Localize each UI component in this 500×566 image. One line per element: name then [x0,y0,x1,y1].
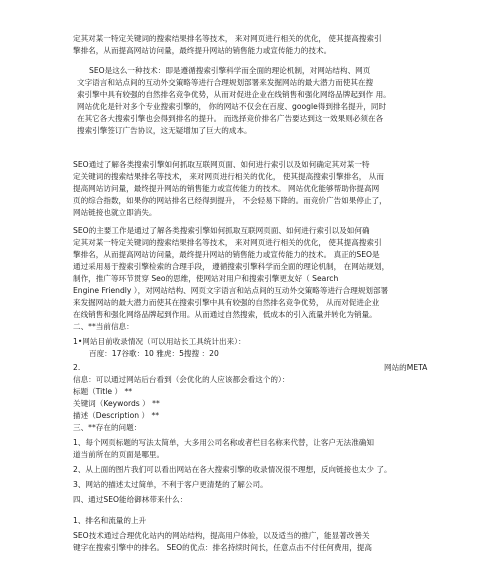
document-text-line: 关键词（Keywords ） ** [73,399,160,408]
document-text-line: 擎排名，从而提高网站访问量，最终提升网站的销售能力或宣传能力的技术。 [73,46,332,55]
document-text-line: 2. [73,363,81,372]
document-text-line: 1•网站目前收录情况（可以用站长工具统计出来）： [73,337,246,346]
document-text-line: 描述（Description ） ** [73,411,160,420]
document-text-line: 在线销售和强化网络品牌起到作用。从而通过自然搜索，低成本的引入流量并转化为销量。 [73,310,377,319]
document-text-line: 网站链接也就立即消失。 [73,208,157,217]
document-text-line: 定其对某一特定关键词的搜索结果排名等技术， 来对网页进行相关的优化， 使其提高搜索引 [73,238,382,247]
document-text-line: 通过采用易于搜索引擎检索的合理手段， 遵循搜索引擎科学而全面的理论机制， 在网站规划， [73,262,390,271]
document-text-line: 擎排名，从而提高网站访问量，最终提升网站的销售能力或宣传能力的技术。 真正的SEO是 [73,250,380,259]
document-text-line: 在其它各大搜索引擎也会得到排名的提升。 而选择竞价排名广告要达到这一效果则必须在各 [77,114,384,123]
document-text-line: 制作，推广等环节贯穿 Seo的思维，使网站对用户和搜索引擎更友好（ Search [73,274,339,283]
document-text-line: SEO是这么一种技术：即是遵循搜索引擎科学而全面的理论机制，对网站结构、网页 [89,66,371,75]
document-text-line: 来发掘网站的最大潜力而使其在搜索引擎中具有较强的自然排名竞争优势， 从而对促进企业 [73,298,380,307]
document-text-line: Engine Friendly ），对网站结构、网页文字语言和站点间的互动外交策略等进行合理规划部署 [73,286,389,295]
document-text-line: SEO通过了解各类搜索引擎如何抓取互联网页面、如何进行索引以及如何确定其对某一特 [73,160,370,169]
document-text-line: 信息：可以通过网站后台看到（会优化的人应该都会看这个的）： [73,375,290,384]
document-text-line: 3、网站的描述太过简单，不利于客户更清楚的了解公司。 [73,480,268,489]
document-text-line: 页的综合指数，如果你的网站排名已经得到提升， 不会轻易下降的。而竞价广告如果停止了， [73,196,387,205]
document-text-line: 1、每个网页标题的写法太简单，大多用公司名称或者栏目名称来代替，让客户无法准确知 [73,438,374,447]
document-text-line: 三、**存在的问题： [73,423,142,432]
document-text-line: 定其对某一特定关键词的搜索结果排名等技术， 来对网页进行相关的优化， 使其提高搜索引 [73,34,382,43]
document-text-line: 二、**当前信息： [73,322,134,331]
document-text-line: SEO技术通过合理优化站内的网站结构，提高用户体验，以及适当的推广，能显著改善关 [73,531,370,540]
document-text-line: 网站的META [384,363,428,372]
document-text-line: 1、排名和流量的上升 [73,516,147,525]
document-text-line: 文字语言和站点间的互动外交策略等进行合理规划部署来发掘网站的最大潜力而使其在搜 [77,78,374,87]
document-text-line: 定关键词的搜索结果排名等技术， 来对网页进行相关的优化， 使其提高搜索引擎排名， 从而 [73,172,384,181]
document-text-line: 道当前所在的页面是哪里。 [73,450,165,459]
document-text-line: 网站优化是针对多个专业搜索引擎的， 你的网站不仅会在百度、google得到排名提升，同时 [77,102,387,111]
document-text-line: 搜索引擎签订广告协议，这无疑增加了巨大的成本。 [77,126,252,135]
document-text-line: 四、通过SEO能给御林带来什么： [73,495,188,504]
document-text-line: 百度：17谷歌：10 雅虎：5搜搜 ：20 [89,349,219,358]
document-text-line: SEO的主要工作是通过了解各类搜索引擎如何抓取互联网页面、如何进行索引以及如何确 [73,226,370,235]
document-text-line: 提高网站访问量，最终提升网站的销售能力或宣传能力的技术。 网站优化能够帮助你提高网 [73,184,380,193]
document-text-line: 2、从上面的图片我们可以看出网站在各大搜索引擎的收录情况很不理想，反向链接也太少 了。 [73,465,392,474]
document-text-line: 索引擎中具有较强的自然排名竞争优势，从而对促进企业在线销售和强化网络品牌起到作 用。 [77,90,391,99]
document-text-line: 键字在搜索引擎中的排名。 SEO的优点：排名持续时间长，任意点击不付任何费用，提高 [73,543,372,552]
document-text-line: 标题（Title ） ** [73,387,133,396]
